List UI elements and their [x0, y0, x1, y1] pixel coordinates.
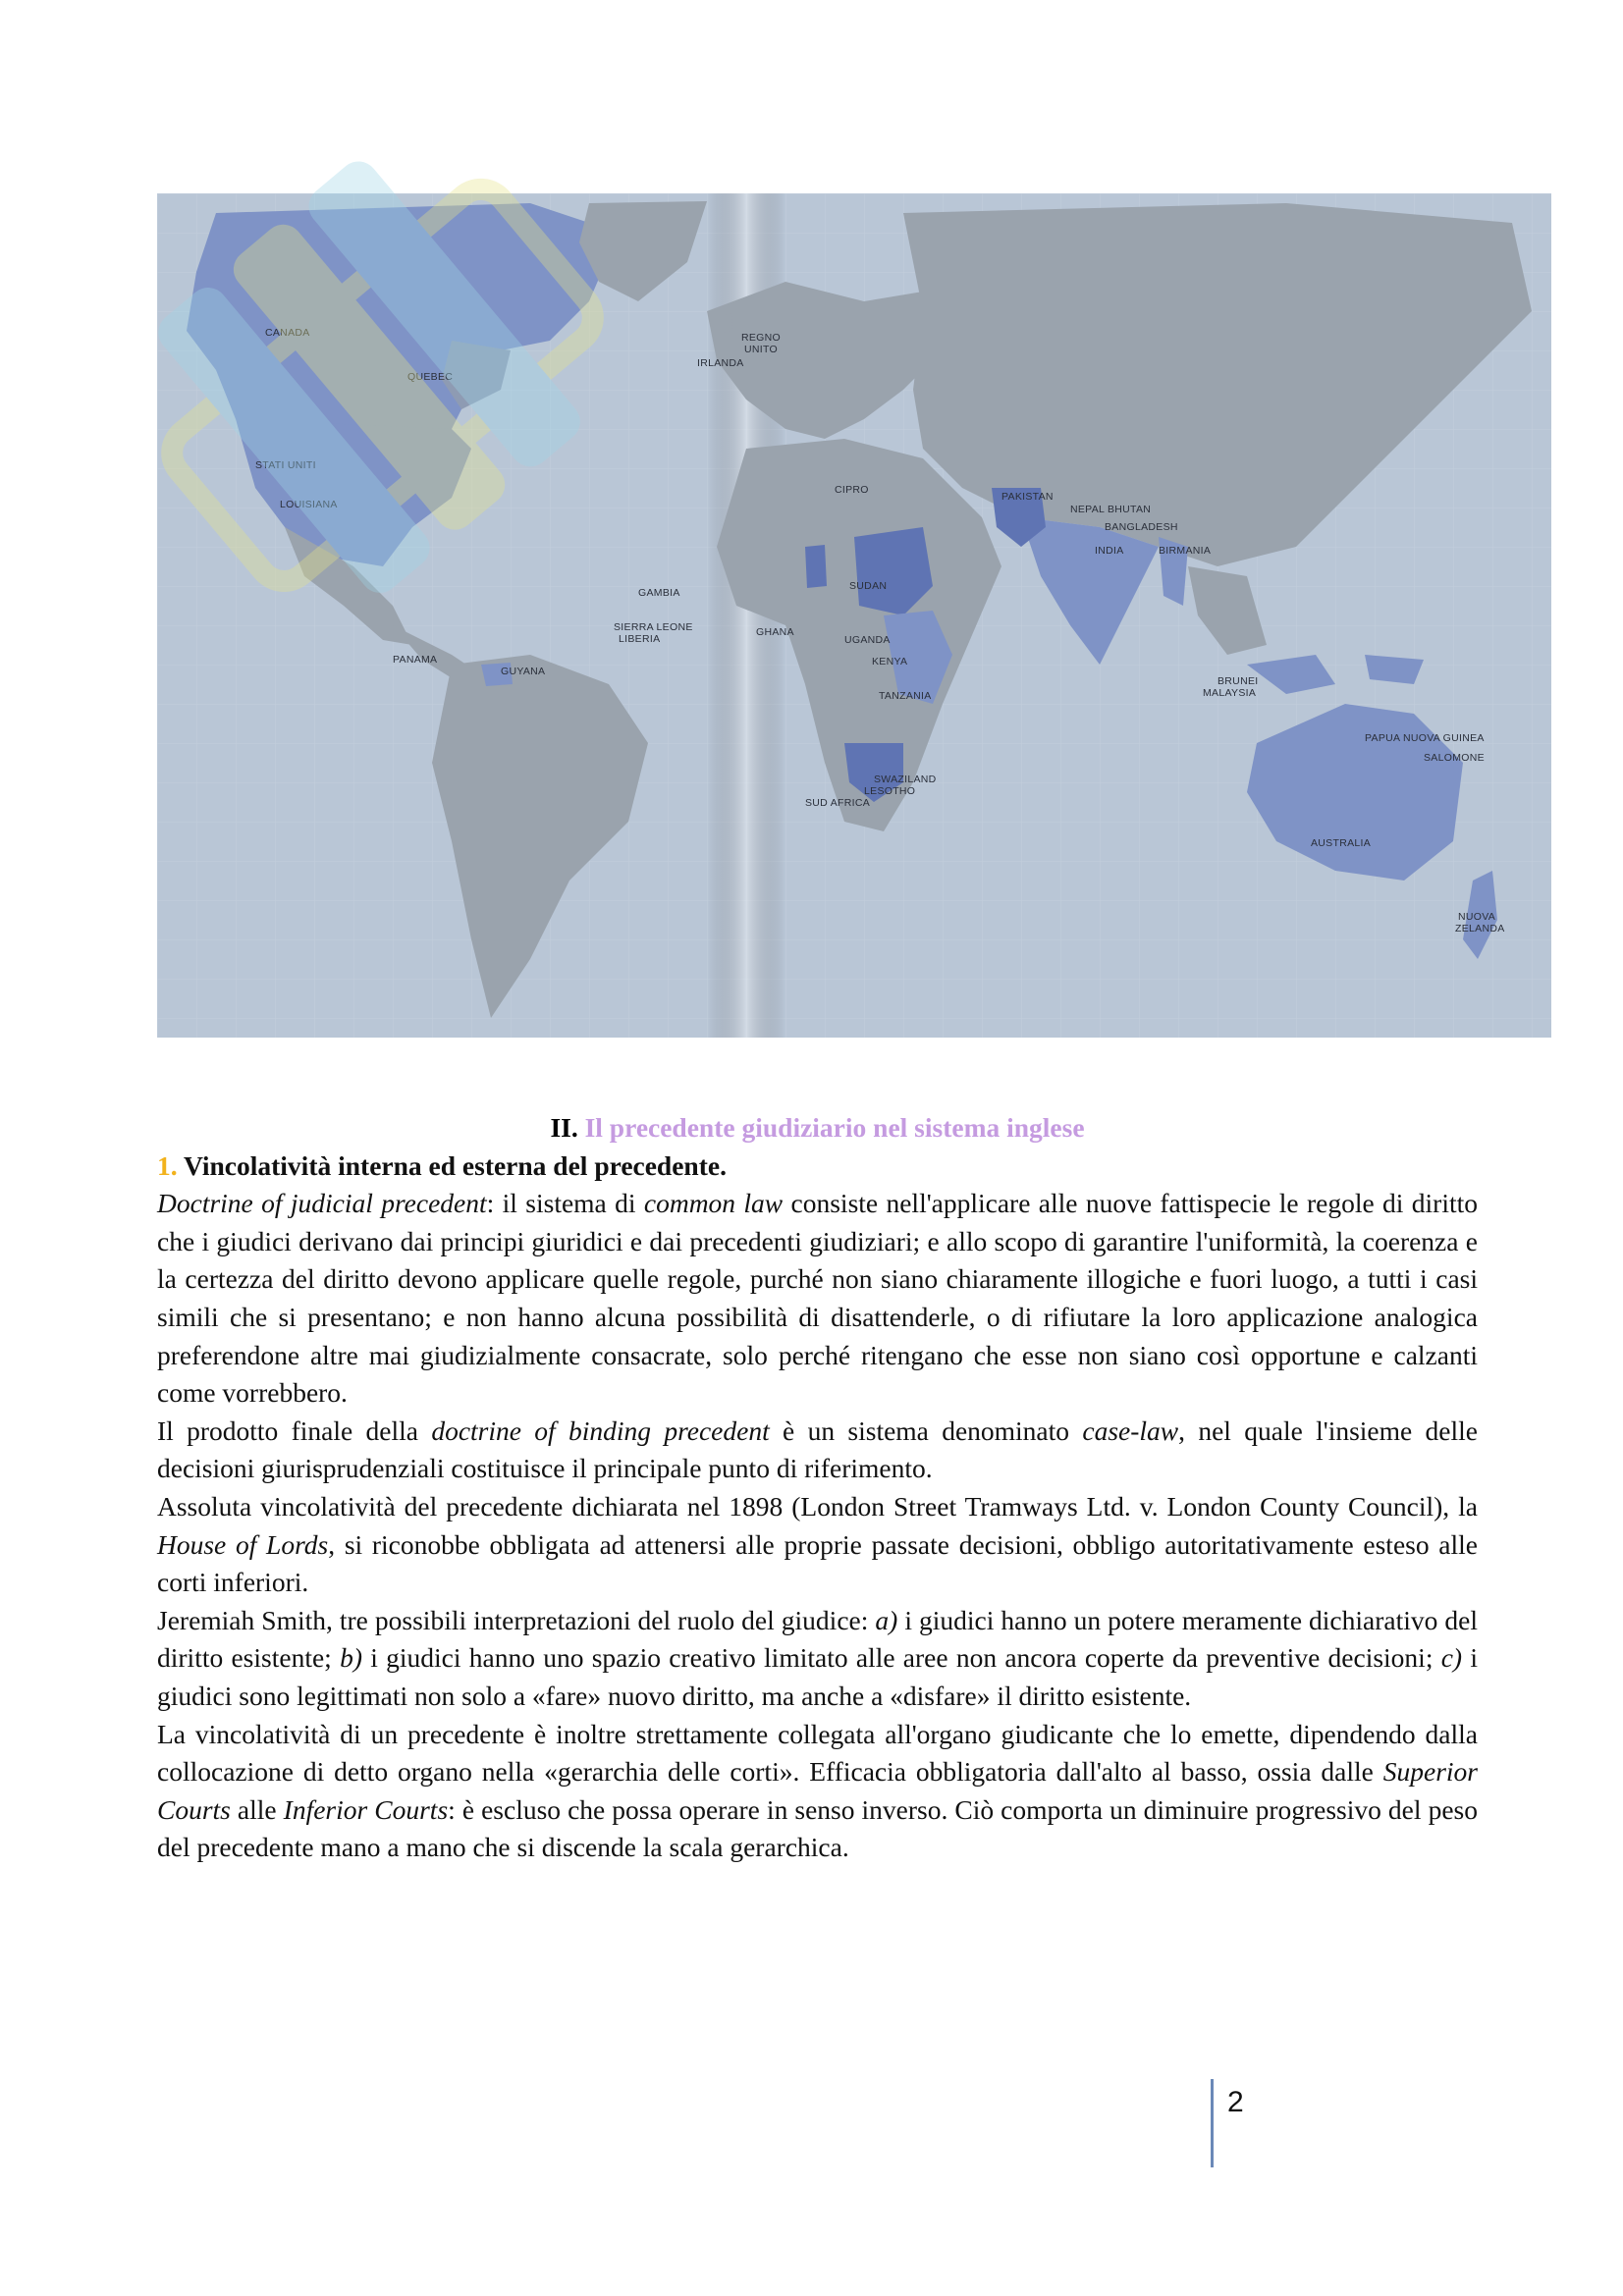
- label-nepal-bhutan: NEPAL BHUTAN: [1070, 504, 1152, 515]
- subsection-heading: [157, 1148, 1478, 1186]
- p1-common-law: common law: [643, 1188, 784, 1219]
- label-unito: UNITO: [744, 344, 778, 355]
- p2-text-c: è un sistema denominato: [769, 1415, 1083, 1446]
- label-zelanda: ZELANDA: [1455, 923, 1505, 934]
- label-cipro: CIPRO: [835, 484, 869, 496]
- label-brunei: BRUNEI: [1217, 675, 1259, 687]
- p5-text-a: La vincolatività di un precedente è inoltre strettamente collegata all'organo giudicante che lo emette, dipendendo dalla collocazione di detto organo nella «gerarchia delle corti». Efficacia obbligatoria dall'alto al basso, ossia dalle: [157, 1718, 1478, 1788]
- subsection-number: 1.: [157, 1149, 178, 1181]
- label-irlanda: IRLANDA: [697, 357, 744, 369]
- p1-text-d: consiste nell'applicare alle nuove fattispecie le regole di diritto che i giudici derivano dai principi giuridici e dai precedenti giudiziari; e allo scopo di garantire l'uniformità, la coerenza e la certezza del diritto devono applicare quelle regole, purché non siano chiaramente illogiche e fuori luogo, a tutti i casi simili che si presentano; e non hanno alcuna possibilità di disattenderle, o di rifiutare la loro applicazione analogica preferendone altre mai giudizialmente consacrate, solo perché ritengano che esse non siano così opportune e calzanti come vorrebbero.: [157, 1188, 1478, 1409]
- label-malaysia: MALAYSIA: [1203, 687, 1257, 699]
- label-gambia: GAMBIA: [638, 587, 680, 599]
- label-pakistan: PAKISTAN: [1001, 491, 1054, 503]
- label-tanzania: TANZANIA: [879, 690, 932, 702]
- p3-text-c: , si riconobbe obbligata ad attenersi alle proprie passate decisioni, obbligo autoritativamente esteso alle corti inferiori.: [157, 1528, 1479, 1598]
- label-stati-uniti: STATI UNITI: [255, 459, 316, 471]
- label-lesotho: LESOTHO: [864, 785, 916, 797]
- p1-term: Doctrine of judicial precedent: [157, 1188, 487, 1219]
- label-australia: AUSTRALIA: [1311, 837, 1372, 849]
- world-map-image: [157, 193, 1551, 1038]
- label-salomone: SALOMONE: [1424, 752, 1485, 764]
- p5-inferior-courts: Inferior Courts: [283, 1793, 449, 1825]
- label-india: INDIA: [1095, 545, 1124, 557]
- label-canada: CANADA: [265, 327, 310, 339]
- label-regno: REGNO: [741, 332, 782, 344]
- p4-c: c): [1440, 1642, 1463, 1674]
- subsection-title: Vincolatività interna ed esterna del precedente.: [184, 1149, 727, 1181]
- paragraph-1: [157, 1185, 1478, 1413]
- p4-text-e: i giudici hanno uno spazio creativo limitato alle aree non ancora coperte da preventive decisioni;: [361, 1642, 1441, 1674]
- p4-text-a: Jeremiah Smith, tre possibili interpretazioni del ruolo del giudice:: [157, 1604, 876, 1635]
- label-sierra-leone: SIERRA LEONE: [614, 621, 693, 633]
- p4-text-c: i giudici hanno un potere meramente dichiarativo del diritto esistente;: [157, 1604, 1478, 1674]
- label-uganda: UGANDA: [844, 634, 891, 646]
- label-guyana: GUYANA: [501, 666, 546, 677]
- section-heading: [157, 1109, 1478, 1148]
- label-nuova: NUOVA: [1458, 911, 1496, 923]
- p3-text-a: Assoluta vincolatività del precedente dichiarata nel 1898 (London Street Tramways Ltd. v. London County Council), la: [157, 1490, 1478, 1522]
- label-louisiana: LOUISIANA: [280, 499, 338, 510]
- label-swaziland: SWAZILAND: [874, 774, 937, 785]
- label-sudan: SUDAN: [849, 580, 888, 592]
- ireland-shape: [722, 313, 732, 333]
- label-kenya: KENYA: [872, 656, 908, 667]
- footer-divider: [1211, 2079, 1214, 2167]
- section-number: II.: [550, 1112, 578, 1143]
- label-ghana: GHANA: [756, 626, 794, 638]
- document-body: [157, 1109, 1478, 1867]
- p5-text-e: : è escluso che possa operare in senso inverso. Ciò comporta un diminuire progressivo del peso del precedente mano a mano che si discende la scala gerarchica.: [157, 1793, 1478, 1863]
- p2-case-law: case-law: [1082, 1415, 1179, 1446]
- p1-text-b: : il sistema di: [486, 1188, 644, 1219]
- west-africa-shape: [805, 545, 827, 588]
- label-bangladesh: BANGLADESH: [1105, 521, 1178, 533]
- p4-text-g: i giudici sono legittimati non solo a «fare» nuovo diritto, ma anche a «disfare» il diritto esistente.: [157, 1642, 1478, 1711]
- label-panama: PANAMA: [393, 654, 438, 666]
- p2-term: doctrine of binding precedent: [431, 1415, 770, 1446]
- p2-text-a: Il prodotto finale della: [157, 1415, 432, 1446]
- label-liberia: LIBERIA: [619, 633, 661, 645]
- p3-house-of-lords: House of Lords: [157, 1528, 329, 1560]
- p5-superior-courts: Superior Courts: [157, 1756, 1478, 1825]
- paragraph-5: [157, 1716, 1478, 1867]
- label-birmania: BIRMANIA: [1159, 545, 1212, 557]
- label-sud-africa: SUD AFRICA: [805, 797, 871, 809]
- world-map-svg: [157, 193, 1551, 1038]
- label-papua: PAPUA NUOVA GUINEA: [1365, 732, 1485, 744]
- paragraph-3: [157, 1488, 1478, 1602]
- p2-text-e: , nel quale l'insieme delle decisioni giurisprudenziali costituisce il principale punto di riferimento.: [157, 1415, 1478, 1484]
- paragraph-4: [157, 1602, 1478, 1716]
- page-number: 2: [1227, 2086, 1244, 2118]
- label-quebec: QUEBEC: [407, 371, 454, 383]
- p4-b: b): [340, 1642, 362, 1674]
- section-title: Il precedente giudiziario nel sistema inglese: [584, 1112, 1085, 1143]
- paragraph-2: [157, 1413, 1478, 1488]
- p4-a: a): [875, 1604, 898, 1635]
- p5-text-c: alle: [230, 1793, 284, 1825]
